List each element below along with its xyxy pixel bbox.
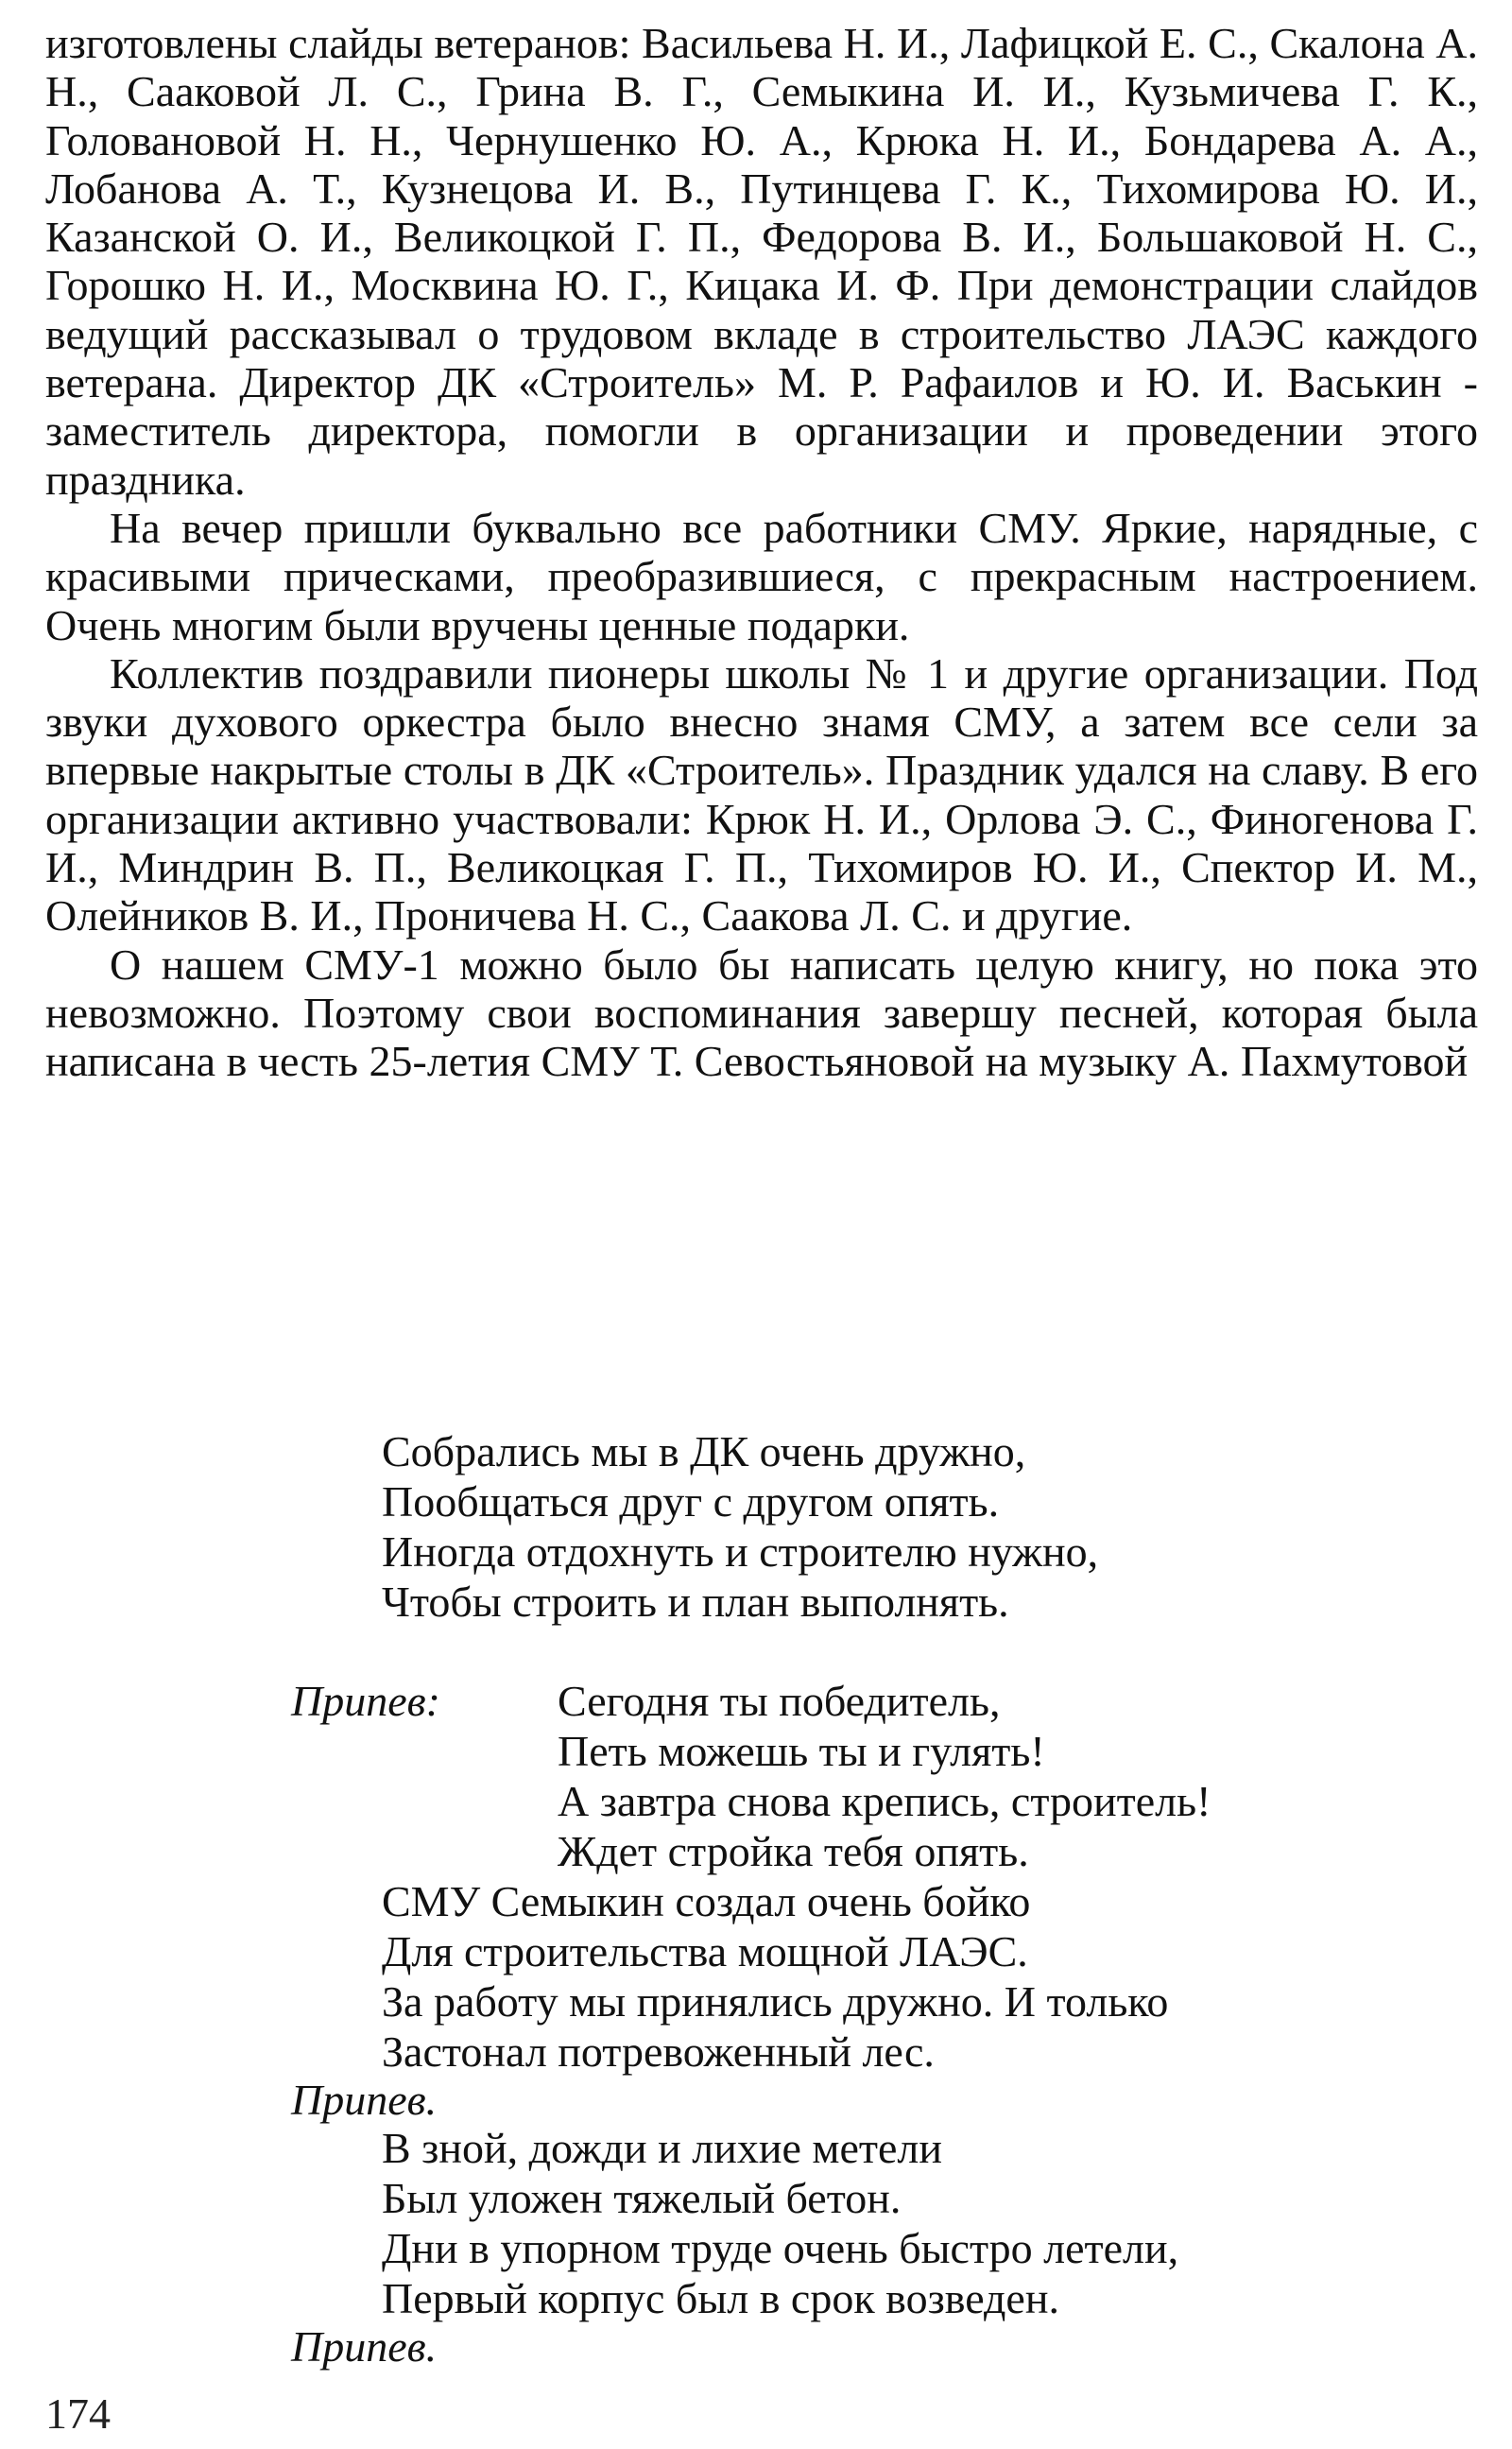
- verse-2-line-1: СМУ Семыкин создал очень бойко: [382, 1877, 1031, 1925]
- verse-1-line-2: Пообщаться друг с другом опять.: [382, 1477, 1000, 1526]
- chorus-label: Припев:: [291, 1677, 440, 1725]
- verse-1-line-3: Иногда отдохнуть и строителю нужно,: [382, 1527, 1099, 1576]
- verse-1-line-4: Чтобы строить и план выполнять.: [382, 1578, 1009, 1626]
- verse-2-line-3: За работу мы принялись дружно. И только: [382, 1977, 1169, 2026]
- paragraph-congratulations: Коллектив поздравили пионеры школы № 1 и другие организации. Под звуки духового оркестра было внесно знамя СМУ, а затем все сели за впервые накрытые столы в ДК «Строитель». Праздник удался на славу. В его организации активно участвовали: Крюк Н. И., Орлова Э. С., Финогенова Г. И., Миндрин В. П., Великоцкая Г. П., Тихомиров Ю. И., Спектор И. М., Олейников В. И., Проничева Н. С., Саакова Л. С. и другие.: [45, 648, 1478, 940]
- chorus-repeat-label-1: Припев.: [291, 2076, 438, 2124]
- verse-2-line-2: Для строительства мощной ЛАЭС.: [382, 1927, 1028, 1975]
- verse-2-line-4: Застонал потревоженный лес.: [382, 2027, 935, 2076]
- prose-text: [45, 19, 1478, 1086]
- paragraph-evening: На вечер пришли буквально все работники СМУ. Яркие, нарядные, с красивыми прическами, преобразившиеся, с прекрасным настроением. Очень многим были вручены ценные подарки.: [45, 503, 1478, 649]
- chorus-line-4: Ждет стройка тебя опять.: [558, 1827, 1029, 1875]
- chorus-repeat-label-2: Припев.: [291, 2322, 438, 2371]
- verse-3-line-1: В зной, дожди и лихие метели: [382, 2124, 942, 2172]
- chorus-line-3: А завтра снова крепись, строитель!: [558, 1777, 1211, 1825]
- verse-3-line-4: Первый корпус был в срок возведен.: [382, 2274, 1059, 2322]
- paragraph-veterans: изготовлены слайды ветеранов: Васильева Н. И., Лафицкой Е. С., Скалона А. Н., Сааковой Л. С., Грина В. Г., Семыкина И. И., Кузьмичева Г. К., Головановой Н. Н., Чернушенко Ю. А., Крюка Н. И., Бондарева А. А., Лобанова А. Т., Кузнецова И. В., Путинцева Г. К., Тихомирова Ю. И., Казанской О. И., Великоцкой Г. П., Федорова В. И., Большаковой Н. С., Горошко Н. И., Москвина Ю. Г., Кицака И. Ф. При демонстрации слайдов ведущий рассказывал о трудовом вкладе в строительство ЛАЭС каждого ветерана. Директор ДК «Строитель» М. Р. Рафаилов и Ю. И. Васькин - заместитель директора, помогли в организации и проведении этого праздника.: [45, 19, 1478, 504]
- verse-3-line-3: Дни в упорном труде очень быстро летели,: [382, 2224, 1179, 2272]
- chorus-line-2: Петь можешь ты и гулять!: [558, 1727, 1045, 1775]
- paragraph-memories: О нашем СМУ-1 можно было бы написать целую книгу, но пока это невозможно. Поэтому свои воспоминания завершу песней, которая была написана в честь 25-летия СМУ Т. Севостьяновой на музыку А. Пахмутовой: [45, 940, 1478, 1086]
- chorus-line-1: Сегодня ты победитель,: [558, 1677, 1001, 1725]
- page-number: 174: [45, 2389, 111, 2438]
- verse-3-line-2: Был уложен тяжелый бетон.: [382, 2174, 902, 2222]
- verse-1-line-1: Собрались мы в ДК очень дружно,: [382, 1427, 1026, 1475]
